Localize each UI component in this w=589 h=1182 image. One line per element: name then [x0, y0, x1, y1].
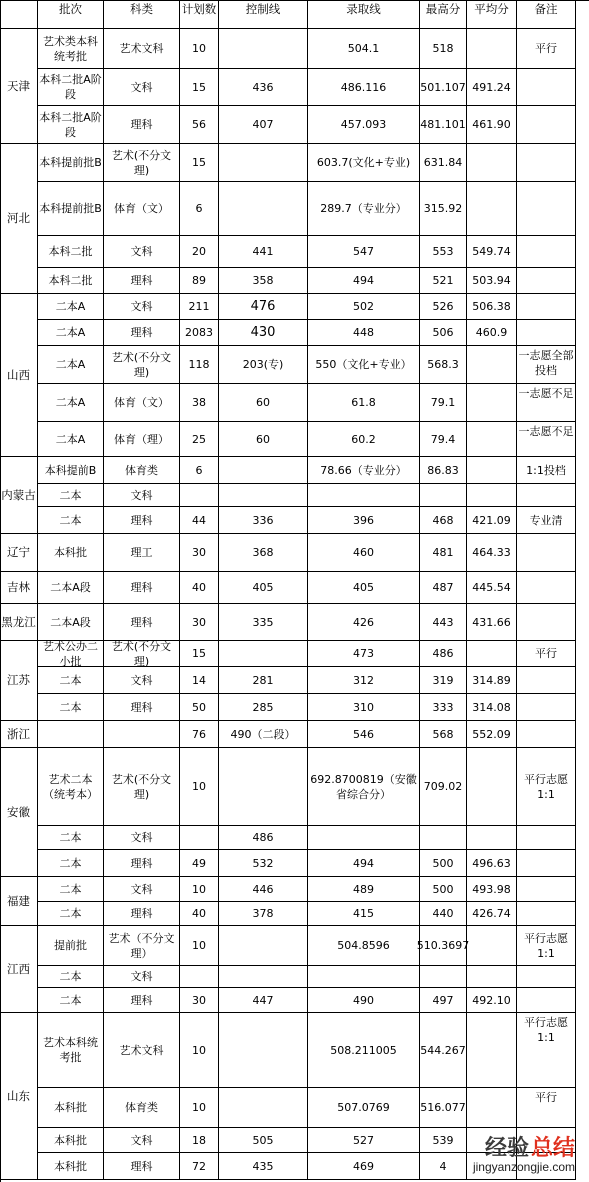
control-line-cell: 335 — [219, 604, 308, 641]
admission-line-cell: 550（文化+专业） — [308, 346, 420, 384]
note-cell: 平行 — [517, 29, 576, 69]
batch-cell: 二本A段 — [38, 604, 104, 641]
province-cell: 江苏 — [0, 641, 38, 721]
note-cell: 专业清 — [517, 507, 576, 534]
max-score-cell: 518 — [420, 29, 467, 69]
province-cell: 山西 — [0, 294, 38, 457]
batch-cell: 二本 — [38, 694, 104, 721]
avg-score-cell: 464.33 — [467, 534, 517, 572]
max-score-cell: 500 — [420, 850, 467, 877]
note-cell — [517, 877, 576, 902]
control-line-cell — [219, 1013, 308, 1088]
control-line-cell: 532 — [219, 850, 308, 877]
note-cell — [517, 484, 576, 507]
batch-cell: 本科提前批B — [38, 182, 104, 236]
avg-score-cell — [467, 182, 517, 236]
note-cell: 平行志愿1:1 — [517, 926, 576, 966]
batch-cell: 艺术公办二小批 — [38, 641, 104, 667]
note-cell: 平行 — [517, 641, 576, 667]
control-line-cell — [219, 29, 308, 69]
admission-line-cell: 448 — [308, 320, 420, 346]
control-line-cell: 447 — [219, 988, 308, 1013]
avg-score-cell: 493.98 — [467, 877, 517, 902]
control-line-cell: 281 — [219, 667, 308, 694]
note-cell — [517, 320, 576, 346]
category-cell: 文科 — [104, 69, 180, 106]
note-cell — [517, 1128, 576, 1153]
plan-cell: 18 — [180, 1128, 219, 1153]
avg-score-cell — [467, 422, 517, 457]
admission-line-cell — [308, 484, 420, 507]
admission-line-cell — [308, 966, 420, 988]
category-cell: 艺术(不分文理) — [104, 748, 180, 826]
admission-line-cell: 415 — [308, 902, 420, 926]
max-score-cell: 79.4 — [420, 422, 467, 457]
admission-line-cell: 426 — [308, 604, 420, 641]
batch-cell: 二本A — [38, 384, 104, 422]
control-line-cell: 60 — [219, 384, 308, 422]
note-cell: 一志愿全部投档 — [517, 346, 576, 384]
watermark-text-a: 经验 — [484, 1135, 529, 1161]
note-cell — [517, 667, 576, 694]
plan-cell: 211 — [180, 294, 219, 320]
category-cell: 文科 — [104, 966, 180, 988]
category-cell: 理科 — [104, 850, 180, 877]
max-score-cell: 521 — [420, 268, 467, 294]
note-cell: 一志愿不足 — [517, 422, 576, 457]
control-line-cell — [219, 182, 308, 236]
max-score-cell: 468 — [420, 507, 467, 534]
batch-cell: 二本 — [38, 902, 104, 926]
plan-cell: 38 — [180, 384, 219, 422]
max-score-cell: 4 — [420, 1153, 467, 1180]
avg-score-cell — [467, 457, 517, 484]
max-score-cell: 501.107 — [420, 69, 467, 106]
avg-score-cell: 314.89 — [467, 667, 517, 694]
note-cell: 平行志愿1:1 — [517, 1013, 576, 1088]
batch-cell: 本科二批 — [38, 268, 104, 294]
plan-cell: 10 — [180, 926, 219, 966]
batch-cell: 二本 — [38, 826, 104, 850]
admission-line-cell: 486.116 — [308, 69, 420, 106]
header-batch: 批次 — [38, 0, 104, 29]
category-cell: 文科 — [104, 667, 180, 694]
category-cell: 理工 — [104, 534, 180, 572]
province-cell: 吉林 — [0, 572, 38, 604]
plan-cell: 10 — [180, 748, 219, 826]
max-score-cell: 526 — [420, 294, 467, 320]
admission-line-cell: 494 — [308, 850, 420, 877]
category-cell: 艺术文科 — [104, 1013, 180, 1088]
control-line-cell: 60 — [219, 422, 308, 457]
batch-cell: 艺术类本科统考批 — [38, 29, 104, 69]
avg-score-cell: 552.09 — [467, 721, 517, 748]
header-max-score: 最高分 — [420, 0, 467, 29]
max-score-cell — [420, 966, 467, 988]
max-score-cell: 709.02 — [420, 748, 467, 826]
header-category: 科类 — [104, 0, 180, 29]
avg-score-cell — [467, 641, 517, 667]
note-cell — [517, 268, 576, 294]
admission-line-cell: 405 — [308, 572, 420, 604]
category-cell: 艺术(不分文理) — [104, 346, 180, 384]
plan-cell: 10 — [180, 29, 219, 69]
control-line-cell: 505 — [219, 1128, 308, 1153]
category-cell: 理科 — [104, 902, 180, 926]
category-cell: 文科 — [104, 826, 180, 850]
header-admission-line: 录取线 — [308, 0, 420, 29]
control-line-cell: 441 — [219, 236, 308, 268]
plan-cell: 15 — [180, 69, 219, 106]
avg-score-cell: 496.63 — [467, 850, 517, 877]
batch-cell: 二本 — [38, 966, 104, 988]
note-cell — [517, 534, 576, 572]
category-cell: 艺术文科 — [104, 29, 180, 69]
control-line-cell: 203(专) — [219, 346, 308, 384]
avg-score-cell: 421.09 — [467, 507, 517, 534]
batch-cell: 本科提前B — [38, 457, 104, 484]
note-cell — [517, 106, 576, 144]
plan-cell: 30 — [180, 988, 219, 1013]
avg-score-cell — [467, 484, 517, 507]
max-score-cell: 568 — [420, 721, 467, 748]
max-score-cell: 79.1 — [420, 384, 467, 422]
batch-cell: 本科二批A阶段 — [38, 69, 104, 106]
note-cell — [517, 182, 576, 236]
category-cell: 体育（理） — [104, 422, 180, 457]
plan-cell: 6 — [180, 182, 219, 236]
batch-cell — [38, 721, 104, 748]
avg-score-cell — [467, 29, 517, 69]
max-score-cell: 481.101 — [420, 106, 467, 144]
category-cell: 文科 — [104, 877, 180, 902]
max-score-cell: 500 — [420, 877, 467, 902]
note-cell: 一志愿不足 — [517, 384, 576, 422]
note-cell — [517, 236, 576, 268]
control-line-cell: 407 — [219, 106, 308, 144]
category-cell: 体育类 — [104, 457, 180, 484]
admission-line-cell: 494 — [308, 268, 420, 294]
avg-score-cell — [467, 926, 517, 966]
control-line-cell: 405 — [219, 572, 308, 604]
note-cell — [517, 69, 576, 106]
category-cell: 理科 — [104, 507, 180, 534]
avg-score-cell: 445.54 — [467, 572, 517, 604]
max-score-cell: 568.3 — [420, 346, 467, 384]
control-line-cell: 378 — [219, 902, 308, 926]
max-score-cell: 443 — [420, 604, 467, 641]
note-cell: 1:1投档 — [517, 457, 576, 484]
max-score-cell: 481 — [420, 534, 467, 572]
batch-cell: 二本A — [38, 422, 104, 457]
control-line-cell — [219, 484, 308, 507]
table-left-border — [0, 0, 1, 1182]
batch-cell: 艺术本科统考批 — [38, 1013, 104, 1088]
plan-cell — [180, 966, 219, 988]
control-line-cell: 476 — [219, 294, 308, 320]
note-cell — [517, 988, 576, 1013]
control-line-cell: 430 — [219, 320, 308, 346]
note-cell — [517, 966, 576, 988]
plan-cell: 15 — [180, 641, 219, 667]
province-cell: 安徽 — [0, 748, 38, 877]
note-cell: 平行志愿1:1 — [517, 748, 576, 826]
avg-score-cell: 492.10 — [467, 988, 517, 1013]
control-line-cell — [219, 966, 308, 988]
category-cell: 理科 — [104, 988, 180, 1013]
note-cell — [517, 144, 576, 182]
avg-score-cell: 503.94 — [467, 268, 517, 294]
batch-cell: 本科提前批B — [38, 144, 104, 182]
category-cell: 文科 — [104, 236, 180, 268]
admission-line-cell: 546 — [308, 721, 420, 748]
province-cell: 江西 — [0, 926, 38, 1013]
admission-line-cell: 312 — [308, 667, 420, 694]
plan-cell: 44 — [180, 507, 219, 534]
note-cell — [517, 902, 576, 926]
admission-line-cell: 60.2 — [308, 422, 420, 457]
category-cell: 艺术(不分文理) — [104, 641, 180, 667]
avg-score-cell — [467, 144, 517, 182]
batch-cell: 二本 — [38, 667, 104, 694]
category-cell: 理科 — [104, 572, 180, 604]
batch-cell: 二本 — [38, 850, 104, 877]
control-line-cell: 436 — [219, 69, 308, 106]
admission-line-cell: 502 — [308, 294, 420, 320]
batch-cell: 本科批 — [38, 1088, 104, 1128]
control-line-cell — [219, 748, 308, 826]
control-line-cell — [219, 926, 308, 966]
category-cell: 理科 — [104, 694, 180, 721]
category-cell: 理科 — [104, 320, 180, 346]
batch-cell: 二本 — [38, 507, 104, 534]
control-line-cell: 368 — [219, 534, 308, 572]
admission-line-cell — [308, 826, 420, 850]
category-cell — [104, 721, 180, 748]
plan-cell: 49 — [180, 850, 219, 877]
province-cell: 福建 — [0, 877, 38, 926]
category-cell: 艺术(不分文理) — [104, 144, 180, 182]
batch-cell: 艺术二本（统考本） — [38, 748, 104, 826]
max-score-cell: 539 — [420, 1128, 467, 1153]
category-cell: 文科 — [104, 484, 180, 507]
avg-score-cell: 314.08 — [467, 694, 517, 721]
avg-score-cell — [467, 384, 517, 422]
admission-line-cell: 527 — [308, 1128, 420, 1153]
batch-cell: 二本 — [38, 877, 104, 902]
note-cell — [517, 604, 576, 641]
plan-cell: 25 — [180, 422, 219, 457]
control-line-cell: 486 — [219, 826, 308, 850]
province-cell: 天津 — [0, 29, 38, 144]
max-score-cell: 86.83 — [420, 457, 467, 484]
max-score-cell: 553 — [420, 236, 467, 268]
admission-line-cell: 547 — [308, 236, 420, 268]
batch-cell: 二本A — [38, 320, 104, 346]
province-cell: 辽宁 — [0, 534, 38, 572]
avg-score-cell: 431.66 — [467, 604, 517, 641]
max-score-cell: 497 — [420, 988, 467, 1013]
max-score-cell — [420, 826, 467, 850]
admission-line-cell: 507.0769 — [308, 1088, 420, 1128]
province-cell: 黑龙江 — [0, 604, 38, 641]
category-cell: 体育类 — [104, 1088, 180, 1128]
max-score-cell: 510.3697 — [420, 926, 467, 966]
batch-cell: 二本 — [38, 484, 104, 507]
category-cell: 文科 — [104, 1128, 180, 1153]
plan-cell: 10 — [180, 1088, 219, 1128]
category-cell: 理科 — [104, 1153, 180, 1180]
plan-cell: 76 — [180, 721, 219, 748]
max-score-cell: 516.077 — [420, 1088, 467, 1128]
watermark-text-b: 总结 — [530, 1135, 575, 1161]
header-province — [0, 0, 38, 29]
batch-cell: 本科二批 — [38, 236, 104, 268]
plan-cell: 50 — [180, 694, 219, 721]
note-cell — [517, 1153, 576, 1180]
batch-cell: 二本A段 — [38, 572, 104, 604]
max-score-cell: 319 — [420, 667, 467, 694]
avg-score-cell — [467, 1128, 517, 1153]
max-score-cell: 544.267 — [420, 1013, 467, 1088]
max-score-cell: 440 — [420, 902, 467, 926]
batch-cell: 二本 — [38, 988, 104, 1013]
plan-cell — [180, 826, 219, 850]
max-score-cell — [420, 484, 467, 507]
plan-cell: 2083 — [180, 320, 219, 346]
batch-cell: 二本A — [38, 346, 104, 384]
note-cell — [517, 694, 576, 721]
header-note: 备注 — [517, 0, 576, 29]
avg-score-cell — [467, 1013, 517, 1088]
max-score-cell: 333 — [420, 694, 467, 721]
admission-line-cell: 460 — [308, 534, 420, 572]
control-line-cell: 358 — [219, 268, 308, 294]
control-line-cell — [219, 641, 308, 667]
category-cell: 体育（文） — [104, 182, 180, 236]
note-cell — [517, 850, 576, 877]
plan-cell: 20 — [180, 236, 219, 268]
plan-cell: 10 — [180, 1013, 219, 1088]
max-score-cell: 631.84 — [420, 144, 467, 182]
note-cell — [517, 572, 576, 604]
admission-line-cell: 469 — [308, 1153, 420, 1180]
category-cell: 艺术（不分文理） — [104, 926, 180, 966]
plan-cell: 40 — [180, 572, 219, 604]
batch-cell: 提前批 — [38, 926, 104, 966]
admission-line-cell: 490 — [308, 988, 420, 1013]
admission-line-cell: 473 — [308, 641, 420, 667]
max-score-cell: 486 — [420, 641, 467, 667]
admission-line-cell: 504.1 — [308, 29, 420, 69]
admission-line-cell: 396 — [308, 507, 420, 534]
avg-score-cell — [467, 346, 517, 384]
plan-cell — [180, 484, 219, 507]
plan-cell: 15 — [180, 144, 219, 182]
max-score-cell: 506 — [420, 320, 467, 346]
avg-score-cell: 506.38 — [467, 294, 517, 320]
batch-cell: 二本A — [38, 294, 104, 320]
admission-line-cell: 692.8700819（安徽省综合分） — [308, 748, 420, 826]
category-cell: 理科 — [104, 604, 180, 641]
header-control-line: 控制线 — [219, 0, 308, 29]
watermark-url: jingyanzongjie.com — [472, 1160, 575, 1174]
avg-score-cell: 491.24 — [467, 69, 517, 106]
category-cell: 体育（文） — [104, 384, 180, 422]
control-line-cell: 490（二段） — [219, 721, 308, 748]
control-line-cell — [219, 1088, 308, 1128]
control-line-cell — [219, 457, 308, 484]
control-line-cell: 285 — [219, 694, 308, 721]
plan-cell: 56 — [180, 106, 219, 144]
admission-line-cell: 603.7(文化+专业) — [308, 144, 420, 182]
plan-cell: 6 — [180, 457, 219, 484]
batch-cell: 本科二批A阶段 — [38, 106, 104, 144]
admission-line-cell: 504.8596 — [308, 926, 420, 966]
batch-cell: 本科批 — [38, 534, 104, 572]
admission-line-cell: 289.7（专业分） — [308, 182, 420, 236]
table-top-border — [0, 0, 589, 1]
province-cell: 河北 — [0, 144, 38, 294]
batch-cell: 本科批 — [38, 1128, 104, 1153]
avg-score-cell — [467, 966, 517, 988]
max-score-cell: 487 — [420, 572, 467, 604]
plan-cell: 30 — [180, 534, 219, 572]
note-cell: 平行 — [517, 1088, 576, 1128]
control-line-cell — [219, 144, 308, 182]
plan-cell: 40 — [180, 902, 219, 926]
header-plan: 计划数 — [180, 0, 219, 29]
avg-score-cell: 461.90 — [467, 106, 517, 144]
plan-cell: 30 — [180, 604, 219, 641]
avg-score-cell — [467, 1153, 517, 1180]
max-score-cell: 315.92 — [420, 182, 467, 236]
avg-score-cell: 426.74 — [467, 902, 517, 926]
plan-cell: 118 — [180, 346, 219, 384]
admission-line-cell: 78.66（专业分） — [308, 457, 420, 484]
province-cell: 浙江 — [0, 721, 38, 748]
province-cell: 山东 — [0, 1013, 38, 1180]
plan-cell: 89 — [180, 268, 219, 294]
avg-score-cell — [467, 748, 517, 826]
note-cell — [517, 826, 576, 850]
plan-cell: 14 — [180, 667, 219, 694]
avg-score-cell — [467, 826, 517, 850]
admission-line-cell: 457.093 — [308, 106, 420, 144]
note-cell — [517, 294, 576, 320]
control-line-cell: 336 — [219, 507, 308, 534]
avg-score-cell — [467, 1088, 517, 1128]
note-cell — [517, 721, 576, 748]
header-avg-score: 平均分 — [467, 0, 517, 29]
plan-cell: 72 — [180, 1153, 219, 1180]
admission-line-cell: 61.8 — [308, 384, 420, 422]
province-cell: 内蒙古 — [0, 457, 38, 534]
admission-line-cell: 310 — [308, 694, 420, 721]
category-cell: 理科 — [104, 106, 180, 144]
batch-cell: 本科批 — [38, 1153, 104, 1180]
control-line-cell: 435 — [219, 1153, 308, 1180]
avg-score-cell: 460.9 — [467, 320, 517, 346]
admission-line-cell: 489 — [308, 877, 420, 902]
plan-cell: 10 — [180, 877, 219, 902]
category-cell: 理科 — [104, 268, 180, 294]
category-cell: 文科 — [104, 294, 180, 320]
admission-line-cell: 508.211005 — [308, 1013, 420, 1088]
control-line-cell: 446 — [219, 877, 308, 902]
avg-score-cell: 549.74 — [467, 236, 517, 268]
